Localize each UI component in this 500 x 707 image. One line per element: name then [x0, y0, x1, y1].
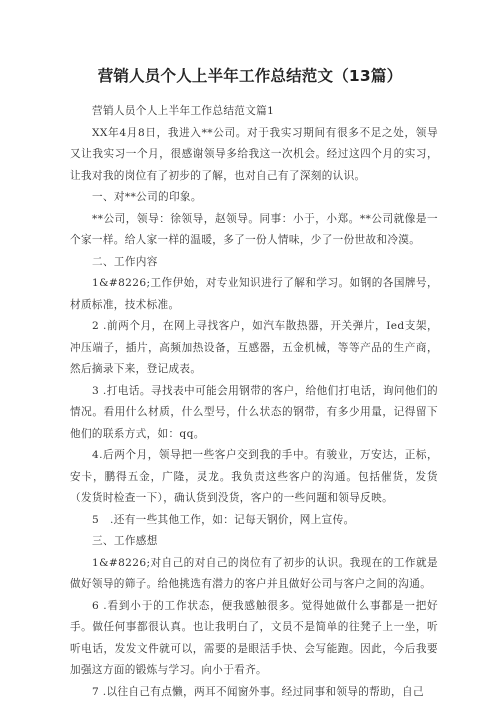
paragraph: 5 .还有一些其他工作，如：记每天钢价，网上宣传。 — [92, 513, 355, 526]
paragraph: 4.后两个月，领导把一些客户交到我的手中。有骏业，万安达，正标，安卡，鹏得五金，广隆，灵龙。我负责这些客户的沟通。包括催货，发货（发货时检查一下），确认货到没货，客户的一些问题和领导反映。 — [70, 449, 438, 504]
section-heading: 二、工作内容 — [92, 255, 158, 268]
paragraph: 1&#8226;对自己的对自己的岗位有了初步的认识。我现在的工作就是做好领导的筛子。给他挑选有潜力的客户并且做好公司与客户之间的沟通。 — [70, 556, 438, 590]
paragraph: 3 .打电话。寻找表中可能会用钢带的客户，给他们打电话，询问他们的情况。看用什么材质，什么型号，什么状态的钢带，有多少用量，记得留下他们的联系方式，如：qq。 — [70, 384, 438, 440]
paragraph: 7 .以往自己有点懒，两耳不闻窗外事。经过同事和领导的帮助，自己 — [92, 685, 424, 698]
paragraph: 2 .前两个月，在网上寻找客户，如汽车散热器，开关弹片，Ied支架，冲压端子，插片，高频加热设备，互感器，五金机械，等等产品的生产商，然后摘录下来，登记成表。 — [70, 320, 438, 375]
paragraph: XX年4月8日，我进入**公司。对于我实习期间有很多不足之处，领导又让我实习一个月，很感谢领导多给我这一次机会。经过这四个月的实习，让我对我的岗位有了初步的了解，也对自己有了深刻的认识。 — [70, 126, 438, 182]
section-heading: 三、工作感想 — [92, 535, 158, 547]
document-body — [70, 101, 438, 703]
section-heading: 营销人员个人上半年工作总结范文篇1 — [92, 105, 275, 117]
paragraph: 6 .看到小于的工作状态，便我感触很多。觉得她做什么事都是一把好手。做任何事都很认真。也让我明白了，文员不是简单的往凳子上一坐，听听电话，发发文件就可以，需要的是眼活手快、会写能跑。因此，今后我要加强这方面的锻炼与学习。向小于看齐。 — [70, 599, 438, 676]
section-heading: 一、对**公司的印象。 — [92, 191, 202, 203]
paragraph: 1&#8226;工作伊始，对专业知识进行了解和学习。如钢的各国牌号，材质标准，技术标准。 — [70, 277, 438, 311]
paragraph: **公司，领导：徐领导，赵领导。同事：小于，小郑。**公司就像是一个家一样。给人家一样的温暖，多了一份人情味，少了一份世故和冷漠。 — [70, 212, 438, 246]
document-title: 营销人员个人上半年工作总结范文（13篇） — [97, 67, 403, 85]
